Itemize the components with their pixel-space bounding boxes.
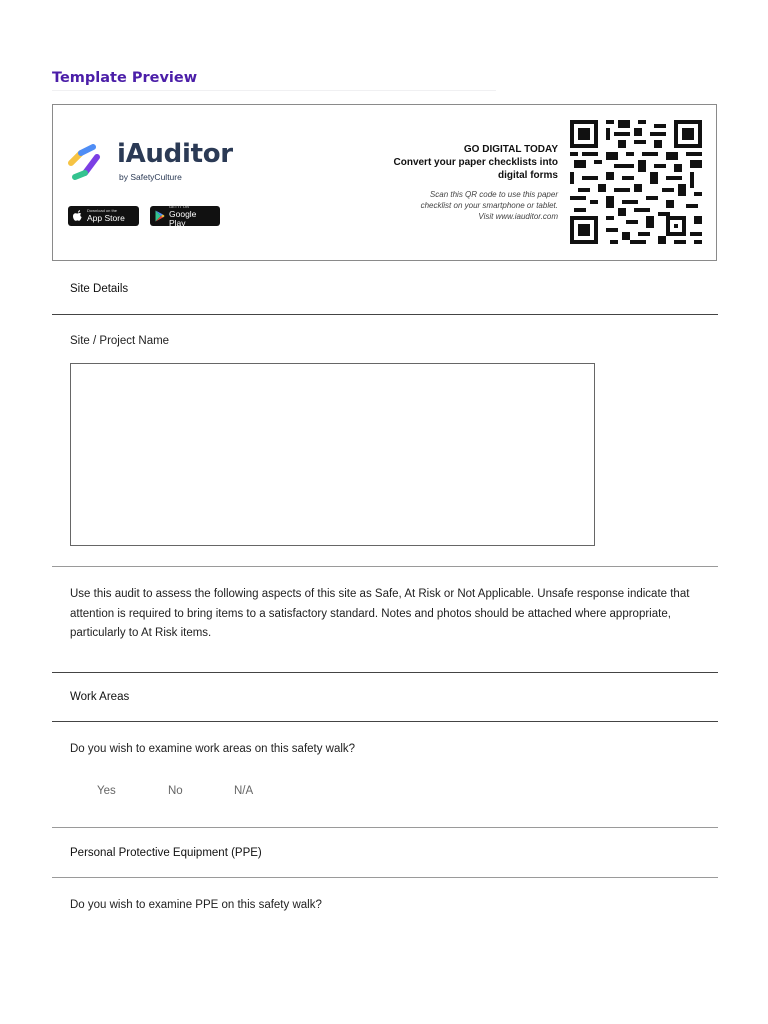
google-play-badge[interactable] — [150, 206, 220, 226]
promo-text — [394, 143, 559, 222]
section-site-details: Site Details — [70, 283, 129, 295]
brand-name: iAuditor — [117, 139, 233, 169]
app-store-badge[interactable] — [68, 206, 139, 226]
promo-note: Visit www.iauditor.com — [478, 212, 558, 221]
promo-line: Convert your paper checklists into — [393, 157, 558, 168]
section-divider — [52, 721, 718, 722]
section-ppe: Personal Protective Equipment (PPE) — [70, 847, 262, 859]
qr-code-icon — [570, 120, 702, 244]
title-divider — [52, 90, 496, 91]
promo-line: digital forms — [497, 170, 558, 181]
section-divider — [52, 566, 718, 567]
section-divider — [52, 672, 718, 673]
ppe-question: Do you wish to examine PPE on this safety walk? — [70, 899, 322, 911]
google-play-small-label: GET IT ON — [169, 204, 189, 209]
work-areas-question: Do you wish to examine work areas on this safety walk? — [70, 743, 356, 755]
section-work-areas: Work Areas — [70, 691, 130, 703]
site-project-name-field[interactable] — [70, 363, 595, 546]
iauditor-banner — [52, 104, 717, 261]
page-title: Template Preview — [52, 70, 198, 86]
google-play-icon — [155, 210, 165, 222]
app-store-label: App Store — [87, 213, 125, 224]
audit-instructions: Use this audit to assess the following aspects of this site as Safe, At Risk or Not Applicable. Unsafe response indicate that attention is required to bring items to a satisfactory standard. Notes and photos should be attached where appropriate, particularly to At Risk items. — [70, 588, 690, 639]
google-play-label: Google Play — [169, 209, 197, 228]
section-divider — [52, 314, 718, 315]
section-divider — [52, 877, 718, 878]
brand-subtitle: by SafetyCulture — [119, 172, 182, 182]
apple-icon — [73, 210, 83, 222]
promo-heading: GO DIGITAL TODAY — [463, 144, 558, 155]
response-no[interactable]: No — [168, 785, 183, 797]
iauditor-logo-icon — [67, 143, 111, 183]
response-yes[interactable]: Yes — [97, 785, 116, 797]
site-project-name-label: Site / Project Name — [70, 335, 170, 347]
response-na[interactable]: N/A — [234, 785, 254, 797]
app-store-small-label: Download on the — [87, 208, 118, 214]
section-divider — [52, 827, 718, 828]
promo-note: Scan this QR code to use this paper — [429, 190, 558, 199]
promo-note: checklist on your smartphone or tablet. — [420, 201, 558, 210]
